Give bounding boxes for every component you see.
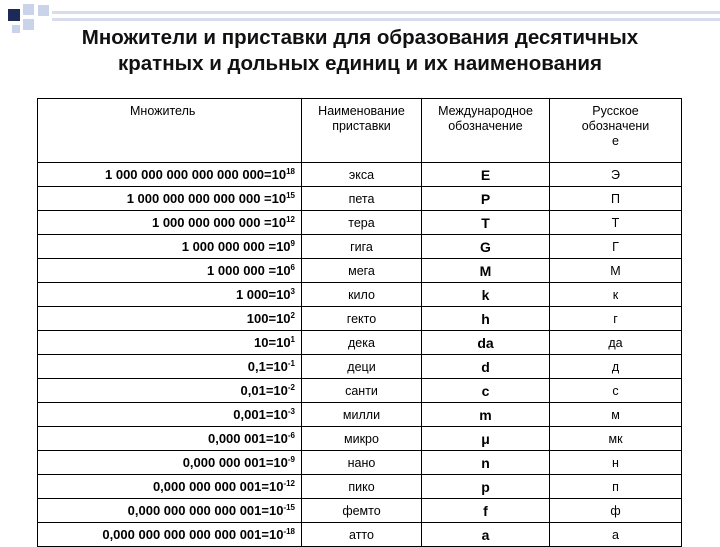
decor-band (52, 18, 720, 21)
table-header-row (38, 99, 682, 163)
table-row (38, 331, 682, 355)
prefix-name-cell: милли (302, 403, 422, 427)
multiplier-cell: 0,000 000 000 $001=10^{-12}$ (38, 475, 302, 499)
prefix-name-cell: тера (302, 211, 422, 235)
russian-symbol-cell: Г (550, 235, 682, 259)
prefix-name-cell: экса (302, 163, 422, 187)
table-row (38, 379, 682, 403)
header-intl-symbol: Международное обозначение (422, 99, 550, 163)
decor-band (52, 11, 720, 14)
prefix-name-cell: мега (302, 259, 422, 283)
table-row (38, 523, 682, 547)
multiplier-cell: 0,000 000 000 000 000 $001=10^{-18}$ (38, 523, 302, 547)
prefix-name-cell: гекто (302, 307, 422, 331)
multiplier-cell: 1 $000=10^3$ (38, 283, 302, 307)
decor-square-light (38, 5, 49, 16)
russian-symbol-cell: ф (550, 499, 682, 523)
intl-symbol-cell: E (422, 163, 550, 187)
prefix-name-cell: пета (302, 187, 422, 211)
multiplier-cell: 0,000 000 $001=10^{-9}$ (38, 451, 302, 475)
russian-symbol-cell: к (550, 283, 682, 307)
multiplier-cell: $0,001=10^{-3}$ (38, 403, 302, 427)
russian-symbol-cell: с (550, 379, 682, 403)
intl-symbol-cell: P (422, 187, 550, 211)
intl-symbol-cell: d (422, 355, 550, 379)
prefix-name-cell: санти (302, 379, 422, 403)
intl-symbol-cell: h (422, 307, 550, 331)
title-line-2: кратных и дольных единиц и их наименования (118, 52, 602, 75)
russian-symbol-cell: М (550, 259, 682, 283)
table-row (38, 283, 682, 307)
page-title (20, 25, 700, 77)
prefix-name-cell: атто (302, 523, 422, 547)
header-multiplier: Множитель (38, 99, 302, 163)
multiplier-cell: $100=10^2$ (38, 307, 302, 331)
intl-symbol-cell: f (422, 499, 550, 523)
multiplier-cell: 0,000 $001=10^{-6}$ (38, 427, 302, 451)
multiplier-cell: 1 000 000 000 $000 =10^{12}$ (38, 211, 302, 235)
table-row (38, 211, 682, 235)
prefix-name-cell: кило (302, 283, 422, 307)
table-row (38, 307, 682, 331)
table-row (38, 451, 682, 475)
russian-symbol-cell: м (550, 403, 682, 427)
intl-symbol-cell: k (422, 283, 550, 307)
table-row (38, 355, 682, 379)
multiplier-cell: 1 000 $000 =10^6$ (38, 259, 302, 283)
intl-symbol-cell: M (422, 259, 550, 283)
russian-symbol-cell: Т (550, 211, 682, 235)
prefix-name-cell: гига (302, 235, 422, 259)
intl-symbol-cell: μ (422, 427, 550, 451)
prefix-name-cell: деци (302, 355, 422, 379)
multiplier-cell: $0,1=10^{-1}$ (38, 355, 302, 379)
prefix-name-cell: пико (302, 475, 422, 499)
multiplier-cell: $10=10^1$ (38, 331, 302, 355)
table-row (38, 187, 682, 211)
prefix-name-cell: фемто (302, 499, 422, 523)
intl-symbol-cell: G (422, 235, 550, 259)
multiplier-cell: $0,01=10^{-2}$ (38, 379, 302, 403)
intl-symbol-cell: p (422, 475, 550, 499)
multiplier-cell: 0,000 000 000 000 $001=10^{-15}$ (38, 499, 302, 523)
russian-symbol-cell: П (550, 187, 682, 211)
table-row (38, 403, 682, 427)
russian-symbol-cell: г (550, 307, 682, 331)
russian-symbol-cell: а (550, 523, 682, 547)
intl-symbol-cell: a (422, 523, 550, 547)
table-row (38, 235, 682, 259)
decor-square-light (23, 4, 34, 15)
intl-symbol-cell: m (422, 403, 550, 427)
intl-symbol-cell: c (422, 379, 550, 403)
table-row (38, 475, 682, 499)
prefix-name-cell: нано (302, 451, 422, 475)
table-row (38, 163, 682, 187)
prefix-name-cell: микро (302, 427, 422, 451)
header-russian-symbol: Русское обозначени е (550, 99, 682, 163)
russian-symbol-cell: п (550, 475, 682, 499)
prefix-table (37, 98, 682, 547)
decor-square-dark (8, 9, 20, 21)
intl-symbol-cell: T (422, 211, 550, 235)
russian-symbol-cell: н (550, 451, 682, 475)
russian-symbol-cell: да (550, 331, 682, 355)
intl-symbol-cell: da (422, 331, 550, 355)
table-row (38, 499, 682, 523)
title-line-1: Множители и приставки для образования десятичных (81, 26, 639, 49)
header-prefix-name: Наименование приставки (302, 99, 422, 163)
russian-symbol-cell: мк (550, 427, 682, 451)
multiplier-cell: 1 000 000 $000 =10^9$ (38, 235, 302, 259)
multiplier-cell: 1 000 000 000 000 000 $000=10^{18}$ (38, 163, 302, 187)
decor-square-light (12, 25, 20, 33)
russian-symbol-cell: Э (550, 163, 682, 187)
multiplier-cell: 1 000 000 000 000 $000 =10^{15}$ (38, 187, 302, 211)
intl-symbol-cell: n (422, 451, 550, 475)
russian-symbol-cell: д (550, 355, 682, 379)
table-row (38, 427, 682, 451)
table-row (38, 259, 682, 283)
prefix-name-cell: дека (302, 331, 422, 355)
